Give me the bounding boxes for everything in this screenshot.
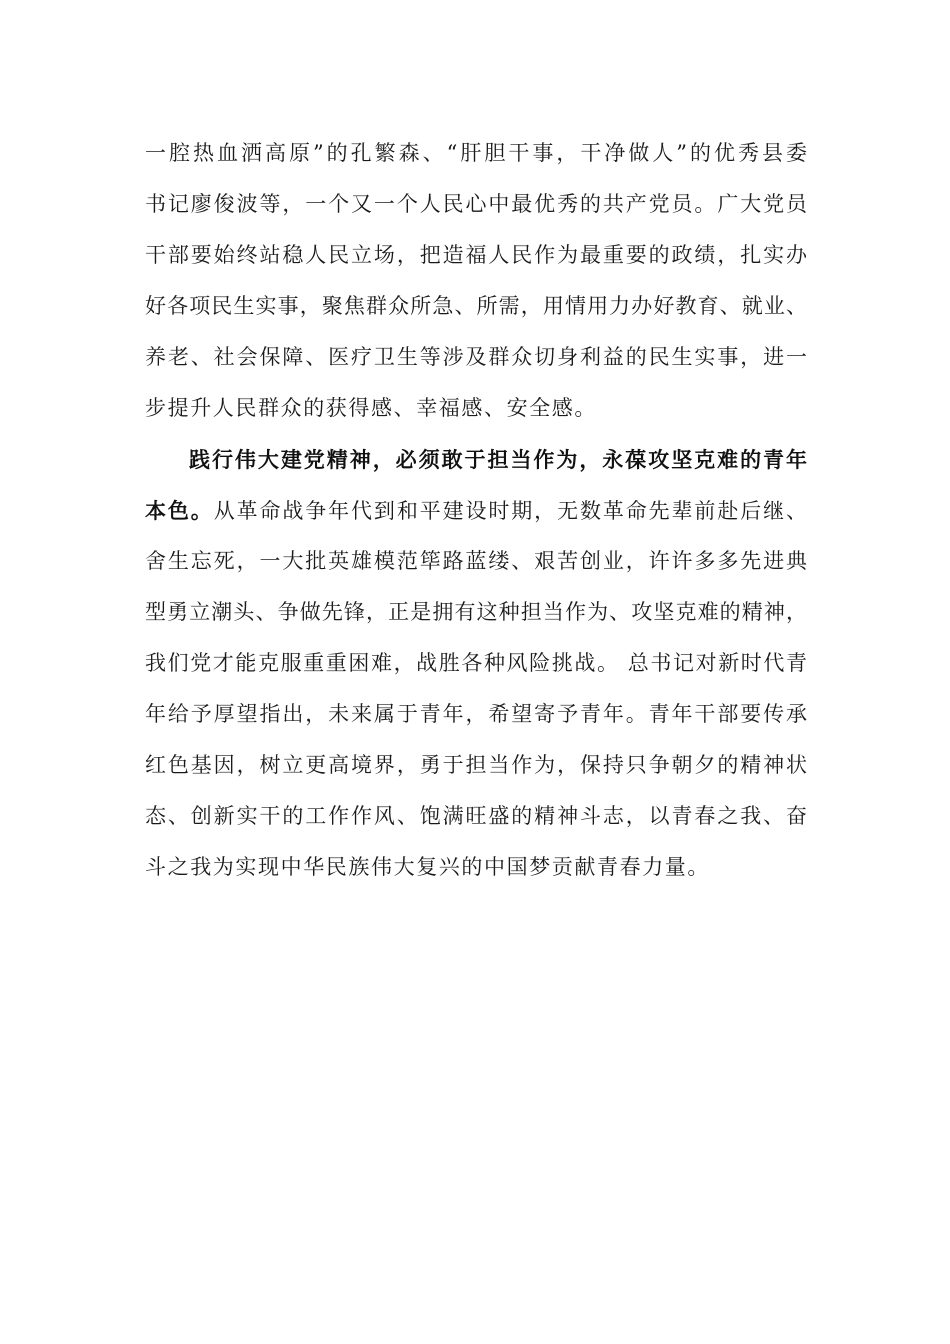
paragraph-2: [145, 434, 807, 893]
paragraph-line: 舍生忘死，一大批英雄模范筚路蓝缕、艰苦创业，许许多多先进典: [145, 549, 807, 573]
document-body: [145, 128, 807, 893]
paragraph-line: 步提升人民群众的获得感、幸福感、安全感。: [145, 396, 597, 420]
paragraph-line: 一腔热血洒高原”的孔繁森、“肝胆干事，干净做人”的优秀县委: [145, 141, 807, 165]
section-heading: 践行伟大建党精神，必须敢于担当作为，永葆攻坚克难的青年: [189, 447, 807, 472]
paragraph-line: 干部要始终站稳人民立场，把造福人民作为最重要的政绩，扎实办: [145, 243, 807, 267]
paragraph-text: 从革命战争年代到和平建设时期，无数革命先辈前赴后继、: [213, 499, 808, 523]
paragraph-line: 斗之我为实现中华民族伟大复兴的中国梦贡献青春力量。: [145, 855, 710, 879]
paragraph-line: 书记廖俊波等，一个又一个人民心中最优秀的共产党员。广大党员: [145, 192, 807, 216]
paragraph-line: [145, 485, 807, 536]
paragraph-line: 型勇立潮头、争做先锋，正是拥有这种担当作为、攻坚克难的精神，: [145, 600, 807, 624]
paragraph-line: 养老、社会保障、医疗卫生等涉及群众切身利益的民生实事，进一: [145, 345, 807, 369]
paragraph-line: 年给予厚望指出，未来属于青年，希望寄予青年。青年干部要传承: [145, 702, 807, 726]
paragraph-1: [145, 128, 807, 434]
paragraph-line: 好各项民生实事，聚焦群众所急、所需，用情用力办好教育、就业、: [145, 294, 807, 318]
paragraph-line: 态、创新实干的工作作风、饱满旺盛的精神斗志，以青春之我、奋: [145, 804, 807, 828]
paragraph-line: 红色基因，树立更高境界，勇于担当作为，保持只争朝夕的精神状: [145, 753, 807, 777]
section-heading-end: 本色。: [145, 498, 214, 523]
paragraph-line: 我们党才能克服重重困难，战胜各种风险挑战。 总书记对新时代青: [145, 651, 807, 675]
